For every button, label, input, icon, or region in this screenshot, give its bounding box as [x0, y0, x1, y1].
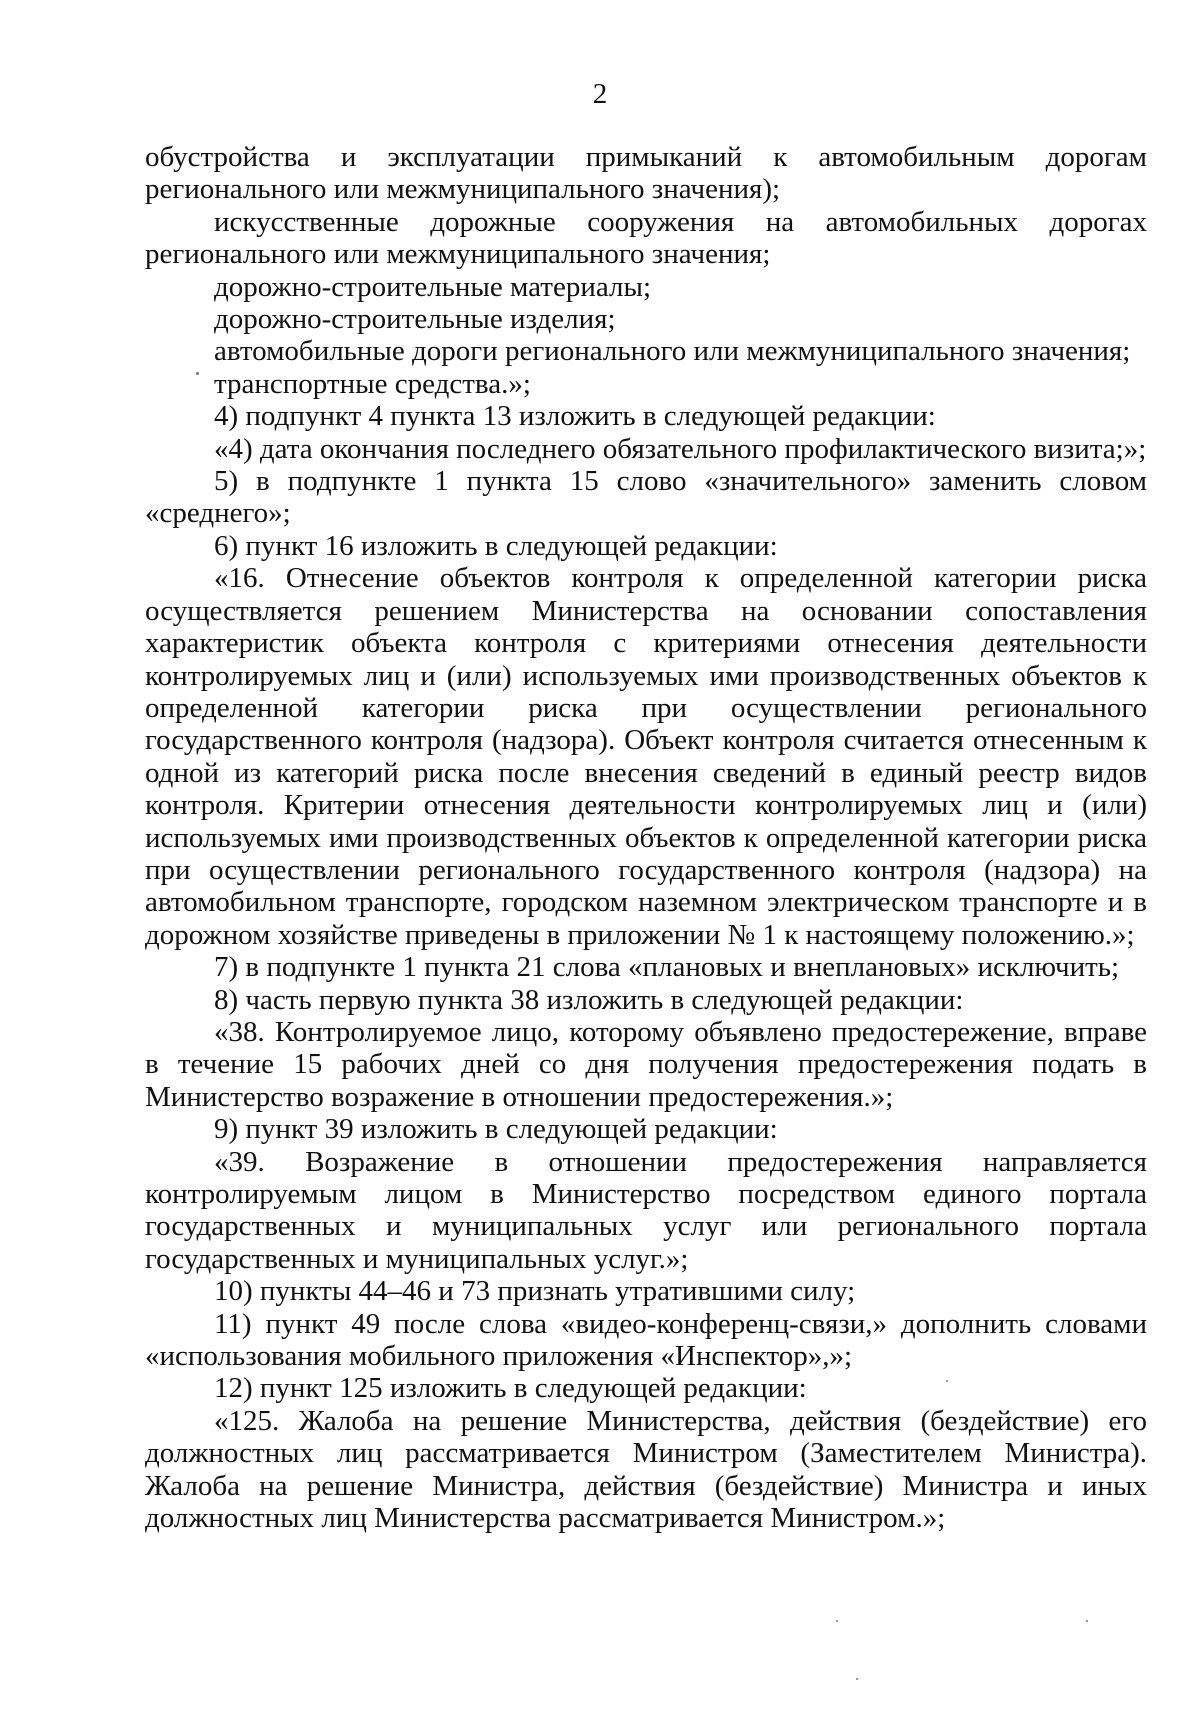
paragraph: дорожно-строительные изделия; [214, 303, 616, 336]
paragraph: 10) пункты 44–46 и 73 признать утратившими силу; [214, 1275, 856, 1308]
paragraph: дорожно-строительные материалы; [214, 270, 652, 303]
scan-speck [836, 1620, 838, 1622]
paragraph: «16. Отнесение объектов контроля к определенной категории риска осуществляется решением Министерства на основании сопоставления характеристик объекта контроля с критериями отнесения деятельности контролируемых лиц и (или) используемых ими производственных объектов к определенной категории риска при осуществлении регионального государственного контроля (надзора). Объект контроля считается отнесенным к одной из категорий риска после внесения сведений в единый реестр видов контроля. Критерии отнесения деятельности контролируемых лиц и (или) используемых ими производственных объектов к определенной категории риска при осуществлении регионального государственного контроля (надзора) на автомобильном транспорте, городском наземном электрическом транспорте и в дорожном хозяйстве приведены в приложении № 1 к настоящему положению.»; [145, 562, 1147, 951]
paragraph: «39. Возражение в отношении предостережения направляется контролируемым лицом в Министерство посредством единого портала государственных и муниципальных услуг или регионального портала государственных и муниципальных услуг.»; [145, 1145, 1147, 1275]
paragraph: автомобильные дороги регионального или межмуниципального значения; [214, 335, 1131, 368]
paragraph: 12) пункт 125 изложить в следующей редакции: [214, 1372, 807, 1405]
scan-speck [1086, 1620, 1088, 1622]
scan-speck [856, 1678, 858, 1680]
paragraph: 7) в подпункте 1 пункта 21 слова «плановых и внеплановых» исключить; [214, 951, 1120, 984]
paragraph: 5) в подпункте 1 пункта 15 слово «значительного» заменить словом «среднего»; [145, 465, 1147, 530]
paragraph: 8) часть первую пункта 38 изложить в следующей редакции: [214, 983, 964, 1016]
paragraph: «38. Контролируемое лицо, которому объявлено предостережение, вправе в течение 15 рабочих дней со дня получения предостережения подать в Министерство возражение в отношении предостережения.»; [145, 1015, 1147, 1113]
scan-speck [946, 1380, 948, 1382]
scan-speck [196, 372, 199, 375]
paragraph: обустройства и эксплуатации примыканий к автомобильным дорогам регионального или межмуниципального значения); [145, 141, 1147, 206]
document-body [145, 141, 1147, 1534]
page-number: 2 [592, 78, 608, 110]
paragraph: 4) подпункт 4 пункта 13 изложить в следующей редакции: [214, 400, 936, 433]
paragraph: 9) пункт 39 изложить в следующей редакции: [214, 1113, 778, 1146]
paragraph: «125. Жалоба на решение Министерства, действия (бездействие) его должностных лиц рассматривается Министром (Заместителем Министра). Жалоба на решение Министра, действия (бездействие) Министра и иных должностных лиц Министерства рассматривается Министром.»; [145, 1404, 1147, 1535]
paragraph: искусственные дорожные сооружения на автомобильных дорогах регионального или межмуниципального значения; [145, 205, 1147, 271]
paragraph: «4) дата окончания последнего обязательного профилактического визита;»; [214, 432, 1147, 465]
paragraph: 6) пункт 16 изложить в следующей редакции: [214, 529, 778, 562]
paragraph: транспортные средства.»; [214, 367, 531, 400]
paragraph: 11) пункт 49 после слова «видео-конференц-связи,» дополнить словами «использования мобильного приложения «Инспектор»,»; [145, 1307, 1147, 1373]
